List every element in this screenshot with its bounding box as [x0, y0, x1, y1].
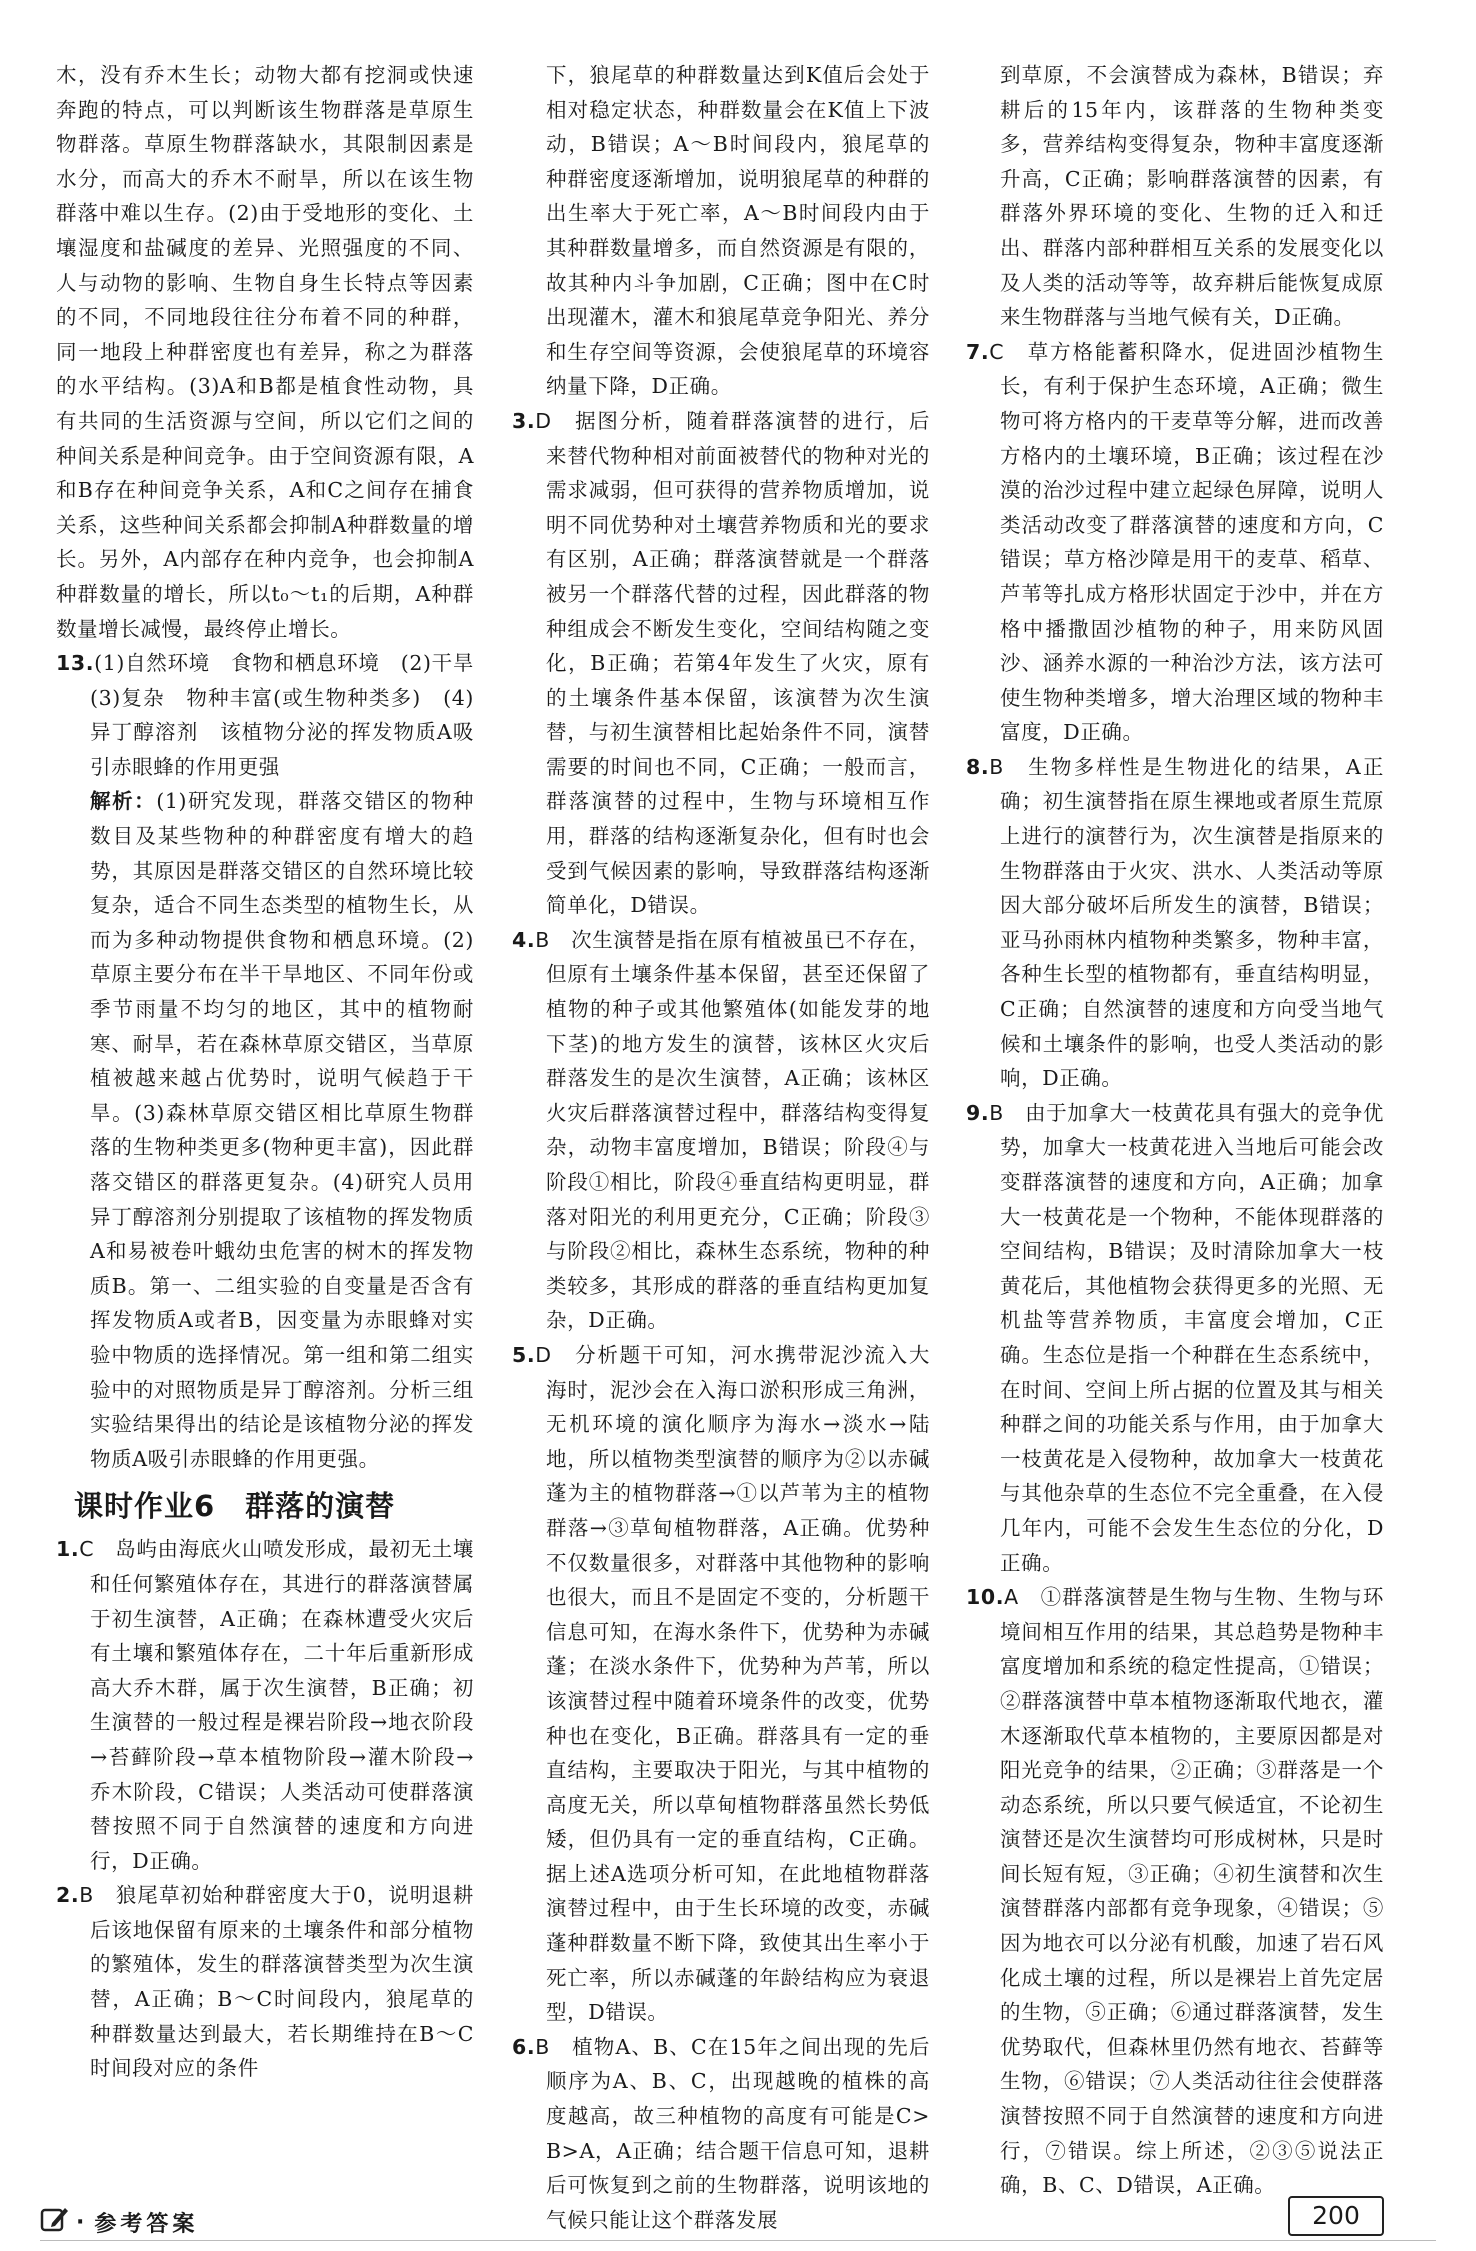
answer-choice: C	[79, 1537, 95, 1562]
answer-choice: B	[989, 754, 1004, 779]
item-number: 3.	[512, 408, 536, 433]
item-number: 8.	[966, 754, 990, 779]
column-left	[56, 58, 496, 2086]
answer-text: 岛屿由海底火山喷发形成，最初无土壤和任何繁殖体存在，其进行的群落演替属于初生演替，A正确；在森林遭受火灾后有土壤和繁殖体存在，二十年后重新形成高大乔木群，属于次生演替，B正确；初生演替的一般过程是裸岩阶段→地衣阶段→苔藓阶段→草本植物阶段→灌木阶段→乔木阶段，C错误；人类活动可使群落演替按照不同于自然演替的速度和方向进行，D正确。	[90, 1537, 474, 1873]
answer-item-13	[56, 646, 496, 784]
item-number: 9.	[966, 1100, 990, 1125]
answer-item-2	[56, 1878, 474, 2086]
continued-explanation: 下，狼尾草的种群数量达到K值后会处于相对稳定状态，种群数量会在K值上下波动，B错误；A～B时间段内，狼尾草的种群密度逐渐增加，说明狼尾草的种群的出生率大于死亡率，A～B时间段内由于其种群数量增多，而自然资源是有限的，故其种内斗争加剧，C正确；图中在C时出现灌木，灌木和狼尾草竞争阳光、养分和生存空间等资源，会使狼尾草的环境容纳量下降，D正确。	[546, 63, 930, 399]
answer-text: 植物A、B、C在15年之间出现的先后顺序为A、B、C，出现越晚的植株的高度越高，故三种植物的高度有可能是C>B>A，A正确；结合题干信息可知，退耕后可恢复到之前的生物群落，说明该地的气候只能让这个群落发展	[546, 2034, 930, 2232]
footer-label: 参考答案	[94, 2211, 199, 2237]
item-number: 1.	[56, 1537, 80, 1562]
answer-choice: B	[535, 927, 550, 952]
explanation-label: 解析：	[90, 789, 157, 814]
answer-item-5	[512, 1338, 930, 2030]
answer-item-6	[512, 2030, 930, 2238]
answer-choice: B	[79, 1883, 94, 1908]
item-number: 6.	[512, 2034, 536, 2059]
answer-item-10	[966, 1580, 1384, 2203]
answer-choice: B	[989, 1100, 1004, 1125]
footer-dot: ·	[76, 2209, 89, 2235]
item-number: 5.	[512, 1342, 536, 1367]
answer-item-3	[512, 404, 930, 923]
answer-item-4	[512, 923, 930, 1338]
answer-text: 草方格能蓄积降水，促进固沙植物生长，有利于保护生态环境，A正确；微生物可将方格内的干麦草等分解，进而改善方格内的土壤环境，B正确；该过程在沙漠的治沙过程中建立起绿色屏障，说明人类活动改变了群落演替的速度和方向，C错误；草方格沙障是用干的麦草、稻草、芦苇等扎成方格形状固定于沙中，并在方格中播撒固沙植物的种子，用来防风固沙、涵养水源的一种治沙方法，该方法可使生物种类增多，增大治理区域的物种丰富度，D正确。	[1000, 339, 1384, 745]
bottom-divider	[40, 2240, 1436, 2241]
answer-text: 次生演替是指在原有植被虽已不存在，但原有土壤条件基本保留，甚至还保留了植物的种子或其他繁殖体(如能发芽的地下茎)的地方发生的演替，该林区火灾后群落发生的是次生演替，A正确；该林区火灾后群落演替过程中，群落结构变得复杂，动物丰富度增加，B错误；阶段④与阶段①相比，阶段④垂直结构更明显，群落对阳光的利用更充分，C正确；阶段③与阶段②相比，森林生态系统，物种的种类较多，其形成的群落的垂直结构更加复杂，D正确。	[546, 927, 930, 1333]
item-number: 4.	[512, 927, 536, 952]
item-number: 2.	[56, 1883, 80, 1908]
answer-item-7	[966, 335, 1384, 750]
answer-choice: B	[535, 2034, 550, 2059]
item-number: 13.	[56, 651, 95, 676]
answer-choice: C	[989, 339, 1005, 364]
explanation-13	[56, 784, 474, 1476]
footer	[40, 2204, 198, 2240]
answer-text: 分析题干可知，河水携带泥沙流入大海时，泥沙会在入海口淤积形成三角洲，无机环境的演化顺序为海水→淡水→陆地，所以植物类型演替的顺序为②以赤碱蓬为主的植物群落→①以芦苇为主的植物群落→③草甸植物群落，A正确。优势种不仅数量很多，对群落中其他物种的影响也很大，而且不是固定不变的，分析题干信息可知，在海水条件下，优势种为赤碱蓬；在淡水条件下，优势种为芦苇，所以该演替过程中随着环境条件的改变，优势种也在变化，B正确。群落具有一定的垂直结构，主要取决于阳光，与其中植物的高度无关，所以草甸植物群落虽然长势低矮，但仍具有一定的垂直结构，C正确。据上述A选项分析可知，在此地植物群落演替过程中，由于生长环境的改变，赤碱蓬种群数量不断下降，致使其出生率小于死亡率，所以赤碱蓬的年龄结构应为衰退型，D错误。	[546, 1342, 930, 2025]
item-number: 7.	[966, 339, 990, 364]
answer-choice: D	[535, 1342, 552, 1367]
answer-item-9	[966, 1096, 1384, 1580]
answer-choice: D	[535, 408, 552, 433]
section-title: 课时作业6 群落的演替	[74, 1489, 396, 1524]
answer-text: 生物多样性是生物进化的结果，A正确；初生演替指在原生裸地或者原生荒原上进行的演替行为，次生演替是指原来的生物群落由于火灾、洪水、人类活动等原因大部分破坏后所发生的演替，B错误；亚马孙雨林内植物种类繁多，物种丰富，各种生长型的植物都有，垂直结构明显，C正确；自然演替的速度和方向受当地气候和土壤条件的影响，也受人类活动的影响，D正确。	[1000, 754, 1385, 1091]
column-middle	[512, 58, 930, 2237]
item-number: 10.	[966, 1585, 1005, 1610]
answer-text: 狼尾草初始种群密度大于0，说明退耕后该地保留有原来的土壤条件和部分植物的繁殖体，发生的群落演替类型为次生演替，A正确；B～C时间段内，狼尾草的种群数量达到最大，若长期维持在B～C时间段对应的条件	[90, 1883, 474, 2081]
page-number: 200	[1288, 2196, 1384, 2236]
column-right	[966, 58, 1384, 2203]
answer-text: 据图分析，随着群落演替的进行，后来替代物种相对前面被替代的物种对光的需求减弱，但可获得的营养物质增加，说明不同优势种对土壤营养物质和光的要求有区别，A正确；群落演替就是一个群落被另一个群落代替的过程，因此群落的物种组成会不断发生变化，空间结构随之变化，B正确；若第4年发生了火灾，原有的土壤条件基本保留，该演替为次生演替，与初生演替相比起始条件不同，演替需要的时间也不同，C正确；一般而言，群落演替的过程中，生物与环境相互作用，群落的结构逐渐复杂化，但有时也会受到气候因素的影响，导致群落结构逐渐简单化，D错误。	[546, 408, 930, 918]
answer-text: 由于加拿大一枝黄花具有强大的竞争优势，加拿大一枝黄花进入当地后可能会改变群落演替的速度和方向，A正确；加拿大一枝黄花是一个物种，不能体现群落的空间结构，B错误；及时清除加拿大一枝黄花后，其他植物会获得更多的光照、无机盐等营养物质，丰富度会增加，C正确。生态位是指一个种群在生态系统中，在时间、空间上所占据的位置及其与相关种群之间的功能关系与作用，由于加拿大一枝黄花是入侵物种，故加拿大一枝黄花与其他杂草的生态位不完全重叠，在入侵几年内，可能不会发生生态位的分化，D正确。	[1000, 1100, 1384, 1575]
continued-explanation: 木，没有乔木生长；动物大都有挖洞或快速奔跑的特点，可以判断该生物群落是草原生物群落。草原生物群落缺水，其限制因素是水分，而高大的乔木不耐旱，所以在该生物群落中难以生存。(2)由于受地形的变化、土壤湿度和盐碱度的差异、光照强度的不同、人与动物的影响、生物自身生长特点等因素的不同，不同地段往往分布着不同的种群，同一地段上种群密度也有差异，称之为群落的水平结构。(3)A和B都是植食性动物，具有共同的生活资源与空间，所以它们之间的种间关系是种间竞争。由于空间资源有限，A和B存在种间竞争关系，A和C之间存在捕食关系，这些种间关系都会抑制A种群数量的增长。另外，A内部存在种内竞争，也会抑制A种群数量的增长，所以t₀～t₁的后期，A种群数量增长减慢，最终停止增长。	[56, 63, 474, 641]
continued-explanation: 到草原，不会演替成为森林，B错误；弃耕后的15年内，该群落的生物种类变多，营养结构变得复杂，物种丰富度逐渐升高，C正确；影响群落演替的因素，有群落外界环境的变化、生物的迁入和迁出、群落内部种群相互关系的发展变化以及人类的活动等等，故弃耕后能恢复成原来生物群落与当地气候有关，D正确。	[1000, 63, 1384, 330]
explanation-text: (1)研究发现，群落交错区的物种数目及某些物种的种群密度有增大的趋势，其原因是群落交错区的自然环境比较复杂，适合不同生态类型的植物生长，从而为多种动物提供食物和栖息环境。(2)草原主要分布在半干旱地区、不同年份或季节雨量不均匀的地区，其中的植物耐寒、耐旱，若在森林草原交错区，当草原植被越来越占优势时，说明气候趋于干旱。(3)森林草原交错区相比草原生物群落的生物种类更多(物种更丰富)，因此群落交错区的群落更复杂。(4)研究人员用异丁醇溶剂分别提取了该植物的挥发物质A和易被卷叶蛾幼虫危害的树木的挥发物质B。第一、二组实验的自变量是否含有挥发物质A或者B，因变量为赤眼蜂对实验中物质的选择情况。第一组和第二组实验中的对照物质是异丁醇溶剂。分析三组实验结果得出的结论是该植物分泌的挥发物质A吸引赤眼蜂的作用更强。	[90, 789, 474, 1471]
pencil-icon	[40, 2204, 70, 2240]
answer-item-8	[966, 750, 1384, 1096]
answer-choice: A	[1004, 1585, 1019, 1610]
answer-item-1	[56, 1532, 474, 1878]
answer-text: ①群落演替是生物与生物、生物与环境间相互作用的结果，其总趋势是物种丰富度增加和系统的稳定性提高，①错误；②群落演替中草本植物逐渐取代地衣，灌木逐渐取代草本植物的，主要原因都是对阳光竞争的结果，②正确；③群落是一个动态系统，所以只要气候适宜，不论初生演替还是次生演替均可形成树林，只是时间长短有短，③正确；④初生演替和次生演替群落内部都有竞争现象，④错误；⑤因为地衣可以分泌有机酸，加速了岩石风化成土壤的过程，所以是裸岩上首先定居的生物，⑤正确；⑥通过群落演替，发生优势取代，但森林里仍然有地衣、苔藓等生物，⑥错误；⑦人类活动往往会使群落演替按照不同于自然演替的速度和方向进行，⑦错误。综上所述，②③⑤说法正确，B、C、D错误，A正确。	[1000, 1585, 1384, 2198]
answer-text: (1)自然环境 食物和栖息环境 (2)干旱 (3)复杂 物种丰富(或生物种类多) (4)异丁醇溶剂 该植物分泌的挥发物质A吸引赤眼蜂的作用更强	[90, 651, 496, 779]
